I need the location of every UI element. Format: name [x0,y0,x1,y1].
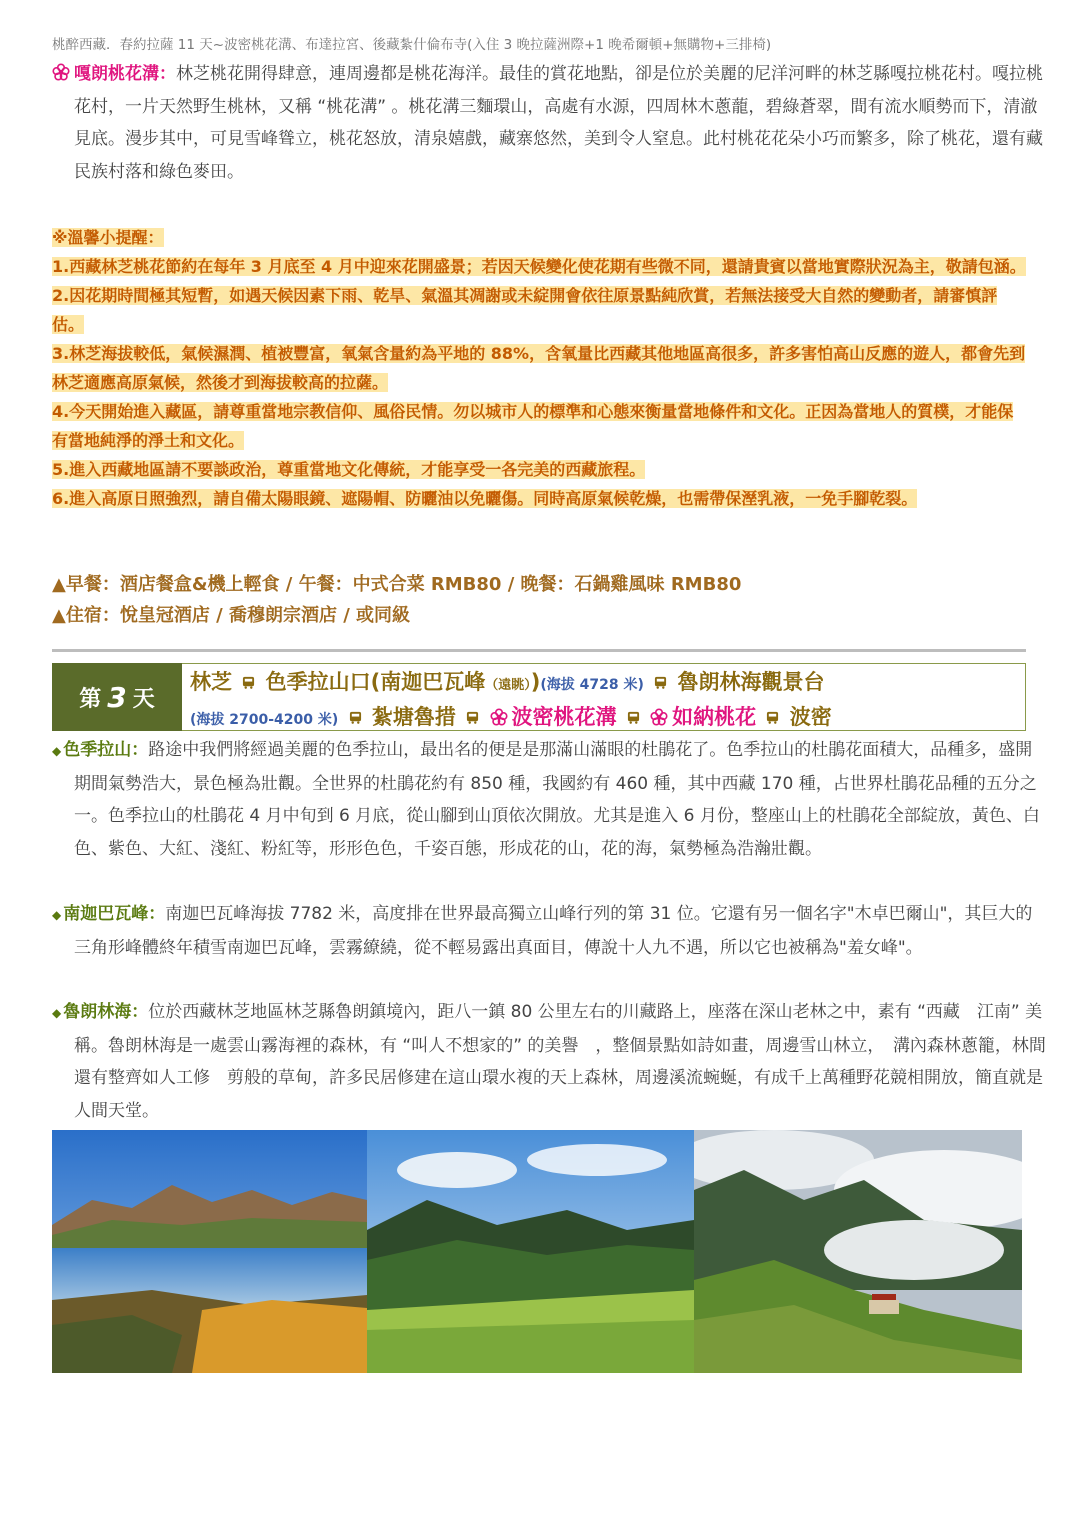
meals: ▲早餐：酒店餐盒&機上輕食 / 午餐：中式合菜 RMB80 / 晚餐：石鍋雞風味 RMB80 [52,574,742,595]
tip-5: 5.進入西藏地區請不要談政治，尊重當地文化傳統，才能享受一各完美的西藏旅程。 [52,460,646,479]
gala-text: 林芝桃花開得肆意，連周邊都是桃花海洋。最佳的賞花地點，卻是位於美麗的尼洋河畔的林芝縣嘎拉桃花村。嘎拉桃花村，一片天然野生桃林，又稱 “桃花溝” 。桃花溝三麵環山，高處有水源，四周林木蔥蘢，碧綠蒼翠，間有流水順勢而下，清澈見底。漫步其中，可見雪峰聳立，桃花怒放，清泉嬉戲，藏寨悠然，美到令人窒息。此村桃花花朵小巧而繁多，除了桃花，還有藏民族村落和綠色麥田。 [74,64,1043,182]
cloudy-mountain-photo [694,1130,1022,1373]
namcha-section: ◆ 南迦巴瓦峰：南迦巴瓦峰海拔 7782 米，高度排在世界最高獨立山峰行列的第 31 位。它還有另一個名字"木卓巴爾山"，其巨大的三角形峰體終年積雪南迦巴瓦峰，雲霧繚繞，從不輕易露出真面目，傳說十人九不遇，所以它也被稱為"羞女峰"。 [52,904,1033,958]
bus-icon [627,711,640,724]
tip-6: 6.進入高原日照強烈，請自備太陽眼鏡、遮陽帽、防曬油以免曬傷。同時高原氣候乾燥，也需帶保溼乳液，一免手腳乾裂。 [52,489,918,508]
bus-icon [466,711,479,724]
seji-section: ◆ 色季拉山：路途中我們將經過美麗的色季拉山，最出名的便是是那滿山滿眼的杜鵑花了。色季拉山的杜鵑花面積大，品種多，盛開期間氣勢浩大，景色極為壯觀。全世界的杜鵑花約有 850 種，我國約有 460 種，其中西藏 170 種，占世界杜鵑花品種的五分之一。色季拉山的杜鵑花 4 月中旬到 6 月底，從山腳到山頂依次開放。尤其是進入 6 月份，整座山上的杜鵑花全部綻放，黃色、白色、紫色、大紅、淺紅、粉紅等，形形色色，千姿百態，形成花的山，花的海，氣勢極為浩瀚壯觀。 [52,740,1040,859]
tip-1: 1.西藏林芝桃花節約在每年 3 月底至 4 月中迎來花開盛景；若因天候變化使花期有些微不同，還請貴賓以當地實際狀況為主，敬請包涵。 [52,257,1026,276]
bus-icon [349,711,362,724]
divider [52,649,1026,652]
flower-icon [650,708,668,726]
lake-landscape-photo [52,1130,367,1373]
page-header: 桃醉西藏．春約拉薩 11 天~波密桃花溝、布達拉宮、後藏紮什倫布寺(入住 3 晚拉薩洲際+1 晚希爾頓+無購物+三排椅) [52,37,772,53]
day-header [52,663,1026,731]
day-number: 3 [107,680,127,714]
flower-icon [490,708,508,726]
bus-icon [766,711,779,724]
gala-section [52,58,1048,188]
hotel: ▲住宿：悅皇冠酒店 / 喬穆朗宗酒店 / 或同級 [52,605,411,626]
photo-strip [52,1130,1022,1373]
diamond-bullet-icon: ◆ [52,1006,62,1020]
diamond-bullet-icon: ◆ [52,744,62,758]
tips-title: ※溫馨小提醒： [52,228,164,247]
flower-icon [52,63,70,81]
forest-meadow-photo [367,1130,694,1373]
bus-icon [654,676,667,689]
day-route: 林芝 色季拉山口(南迦巴瓦峰（遠眺）)(海拔 4728 米) 魯朗林海觀景台 (海拔 2700-4200 米) 紮塘魯措 波密桃花溝 如納桃花 波密 [182,663,1026,731]
lulang-section: ◆ 魯朗林海：位於西藏林芝地區林芝縣魯朗鎮境內，距八一鎮 80 公里左右的川藏路上，座落在深山老林之中，素有 “西藏 江南” 美稱。魯朗林海是一處雲山霧海裡的森林，有 “叫人不想家的” 的美譽 ，整個景點如詩如畫，周邊雪山林立， 溝內森林蔥籠，林間還有整齊如人工修 剪般的草甸，許多民居修建在這山環水複的天上森林，周邊溪流蜿蜒，有成千上萬種野花競相開放，簡直就是人間天堂。 [52,1002,1046,1121]
day-label: 第 3 天 [52,663,182,731]
tip-4: 4.今天開始進入藏區，請尊重當地宗教信仰、風俗民情。勿以城市人的標準和心態來衡量當地條件和文化。正因為當地人的質樸，才能保有當地純淨的淨土和文化。 [52,402,1014,450]
tips-section [52,223,1026,513]
tip-3: 3.林芝海拔較低，氣候濕潤、植被豐富，氧氣含量約為平地的 88%，含氧量比西藏其他地區高很多，許多害怕高山反應的遊人，都會先到林芝適應高原氣候，然後才到海拔較高的拉薩。 [52,344,1026,392]
diamond-bullet-icon: ◆ [52,908,62,922]
bus-icon [242,676,255,689]
gala-title: 嘎朗桃花溝： [74,64,176,84]
tip-2: 2.因花期時間極其短暫，如遇天候因素下雨、乾旱、氣溫其凋謝或未綻開會依往原景點純欣賞，若無法接受大自然的變動者，請審慎評估。 [52,286,998,334]
